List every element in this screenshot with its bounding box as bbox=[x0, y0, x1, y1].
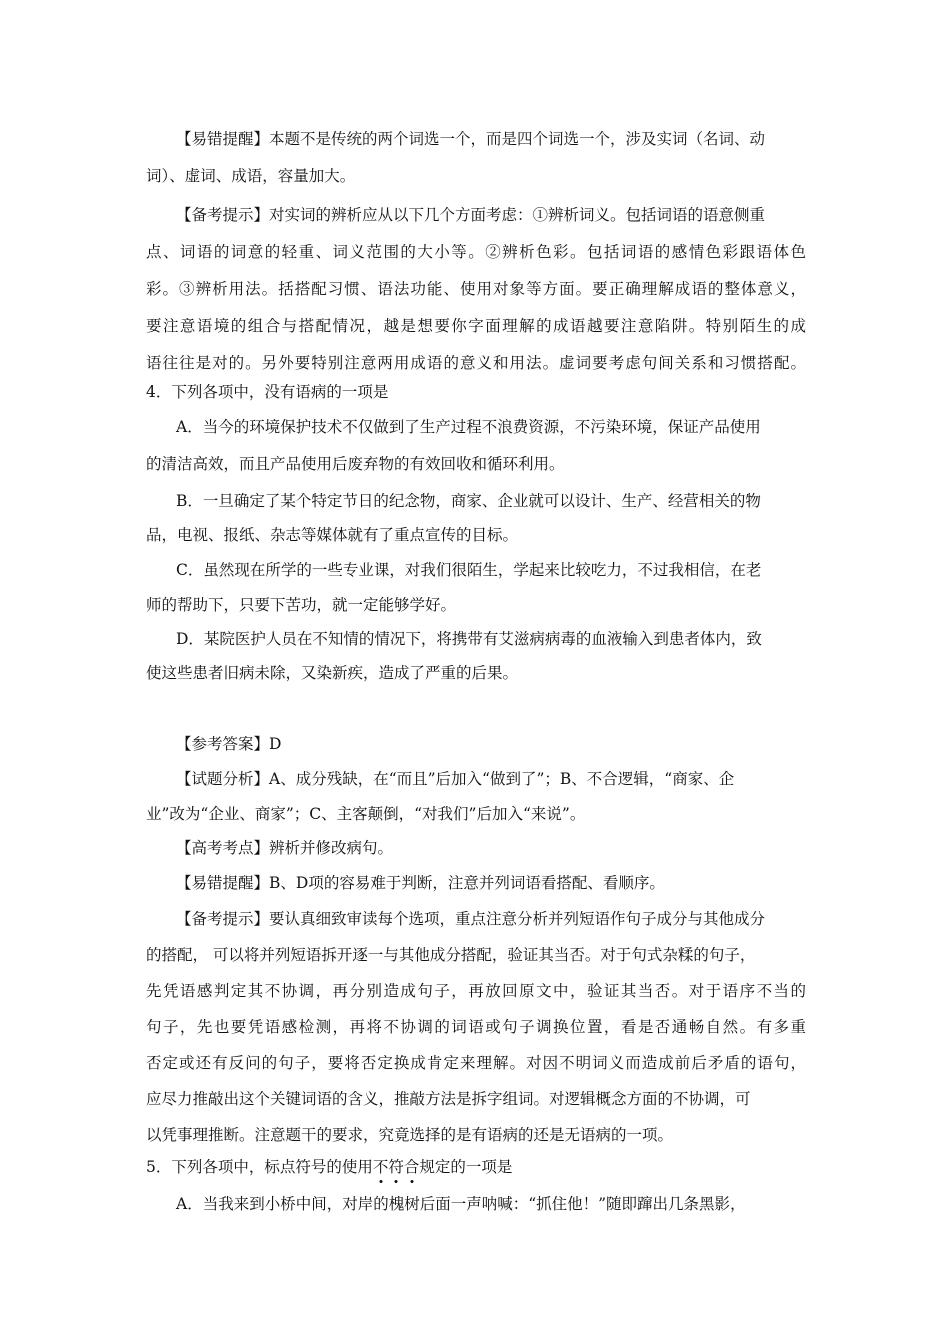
q4-prep-tip-line-7: 以凭事理推断。注意题干的要求，究竟选择的是有语病的还是无语病的一项。 bbox=[146, 1126, 674, 1144]
emphasis-char: 不 bbox=[372, 1158, 389, 1176]
q4-prep-tip-line-5: 否定或还有反问的句子，要将否定换成肯定来理解。对因不明词义而造成前后矛盾的语句， bbox=[146, 1054, 806, 1072]
emphasis-char: 符 bbox=[388, 1158, 404, 1176]
q4-prep-tip-line-2: 的搭配， 可以将并列短语拆开逐一与其他成分搭配，验证其当否。对于句式杂糅的句子， bbox=[146, 946, 756, 964]
yicuo-tip-line-2: 词）、虚词、成语，容量加大。 bbox=[146, 167, 356, 185]
q4-exam-point: 【高考考点】辨析并修改病句。 bbox=[176, 839, 394, 857]
q4-option-d-line-1: D．某院医护人员在不知情的情况下，将携带有艾滋病病毒的血液输入到患者体内，致 bbox=[176, 630, 762, 648]
q4-prep-tip-line-6: 应尽力推敲出这个关键词语的含义，推敲方法是拆字组词。对逻辑概念方面的不协调，可 bbox=[146, 1090, 751, 1108]
q5-option-a-line-1: A．当我来到小桥中间，对岸的槐树后面一声呐喊：“抓住他！”随即蹿出几条黑影， bbox=[176, 1195, 746, 1213]
beikao-tip-line-4: 要注意语境的组合与搭配情况，越是想要你字面理解的成语越要注意陷阱。特别陌生的成 bbox=[146, 317, 806, 335]
q4-option-c-line-2: 师的帮助下，只要下苦功，就一定能够学好。 bbox=[146, 596, 457, 614]
q4-prep-tip-line-4: 句子，先也要凭语感检测，再将不协调的词语或句子调换位置，看是否通畅自然。有多重 bbox=[146, 1018, 806, 1036]
q4-analysis-line-2: 业”改为“企业、商家”；C、主客颠倒，“对我们”后加入“来说”。 bbox=[146, 805, 586, 823]
beikao-tip-line-2: 点、词语的词意的轻重、词义范围的大小等。②辨析色彩。包括词语的感情色彩跟语体色 bbox=[146, 243, 806, 261]
q4-option-b-line-1: B．一旦确定了某个特定节日的纪念物，商家、企业就可以设计、生产、经营相关的物 bbox=[176, 492, 761, 510]
q4-analysis-line-1: 【试题分析】A、成分残缺，在“而且”后加入“做到了”；B、不合逻辑，“商家、企 bbox=[176, 770, 735, 788]
q4-prep-tip-line-1: 【备考提示】要认真细致审读每个选项，重点注意分析并列短语作句子成分与其他成分 bbox=[176, 910, 766, 928]
beikao-tip-line-3: 彩。③辨析用法。括搭配习惯、语法功能、使用对象等方面。要正确理解成语的整体意义， bbox=[146, 280, 806, 298]
question-4-stem: 4．下列各项中，没有语病的一项是 bbox=[146, 383, 389, 401]
q4-error-tip: 【易错提醒】B、D项的容易难于判断，注意并列词语看搭配、看顺序。 bbox=[176, 874, 665, 892]
beikao-tip-line-5: 语往往是对的。另外要特别注意两用成语的意义和用法。虚词要考虑句间关系和习惯搭配。 bbox=[146, 354, 806, 372]
emphasis-char: 合 bbox=[403, 1158, 420, 1176]
beikao-tip-line-1: 【备考提示】对实词的辨析应从以下几个方面考虑：①辨析词义。包括词语的语意侧重 bbox=[176, 206, 766, 224]
question-5-stem: 5．下列各项中，标点符号的使用不符合规定的一项是 bbox=[146, 1158, 513, 1176]
q4-option-d-line-2: 使这些患者旧病未除，又染新疾，造成了严重的后果。 bbox=[146, 664, 519, 682]
q4-option-b-line-2: 品，电视、报纸、杂志等媒体就有了重点宣传的目标。 bbox=[146, 526, 519, 544]
q4-option-a-line-1: A．当今的环境保护技术不仅做到了生产过程不浪费资源，不污染环境，保证产品使用 bbox=[176, 418, 761, 436]
q4-option-a-line-2: 的清洁高效，而且产品使用后废弃物的有效回收和循环利用。 bbox=[146, 455, 565, 473]
q4-option-c-line-1: C．虽然现在所学的一些专业课，对我们很陌生，学起来比较吃力，不过我相信，在老 bbox=[176, 561, 762, 579]
q4-prep-tip-line-3: 先凭语感判定其不协调，再分别造成句子，再放回原文中，验证其当否。对于语序不当的 bbox=[146, 982, 806, 1000]
yicuo-tip-line-1: 【易错提醒】本题不是传统的两个词选一个，而是四个词选一个，涉及实词（名词、动 bbox=[176, 130, 766, 148]
q4-answer: 【参考答案】D bbox=[176, 735, 282, 753]
